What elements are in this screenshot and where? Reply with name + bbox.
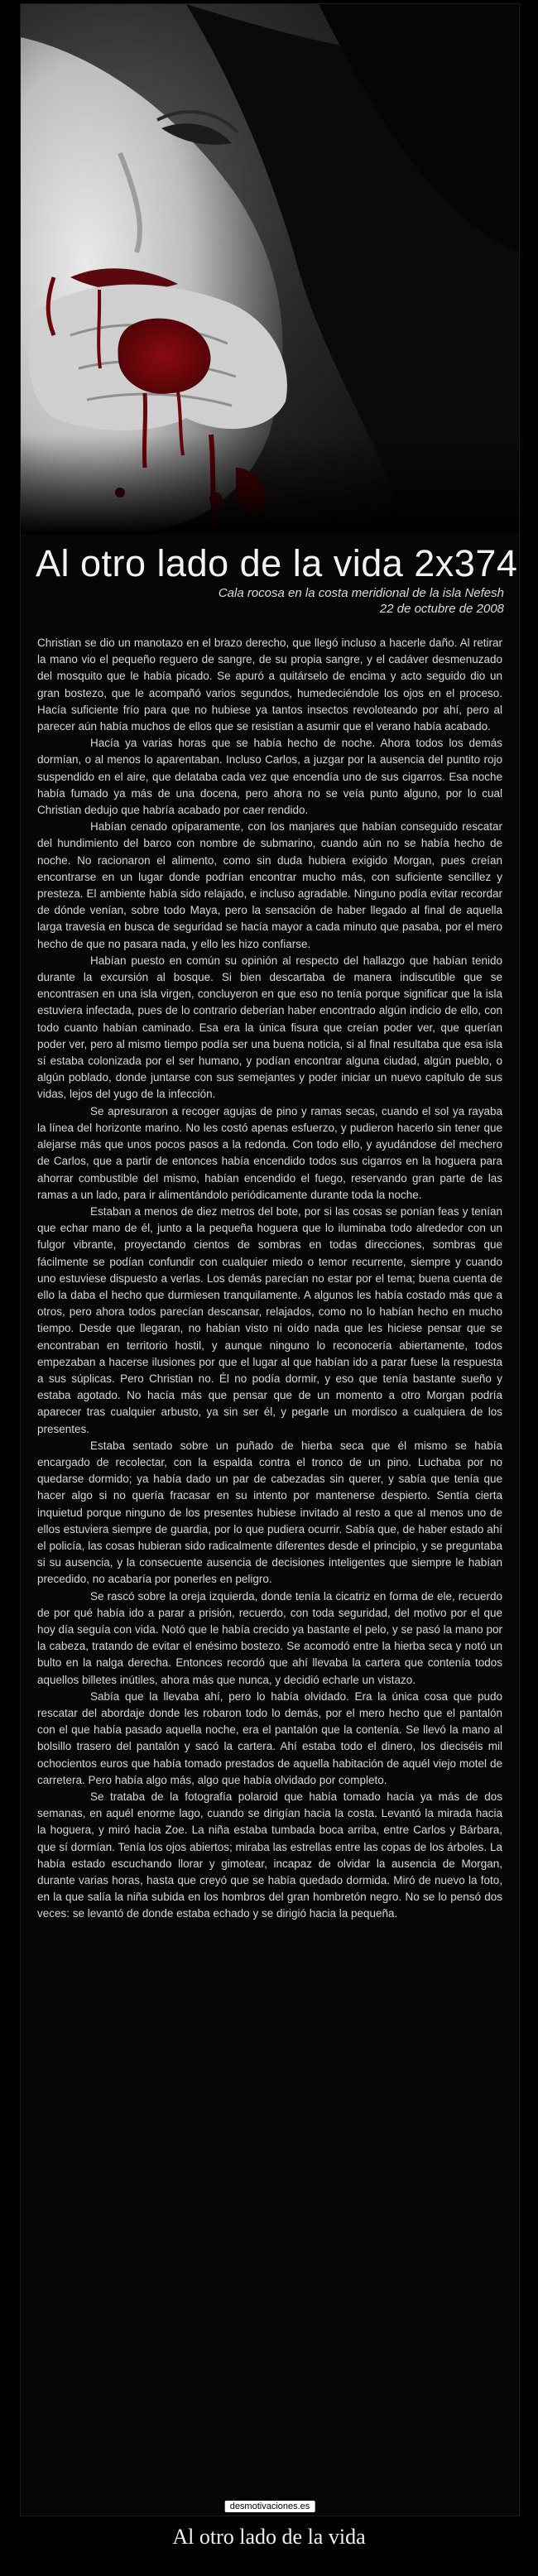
site-watermark: desmotivaciones.es bbox=[225, 2501, 315, 2512]
story-paragraph: Estaban a menos de diez metros del bote, por si las cosas se ponían feas y tenían que echar mano de él, junto a la pequeña hoguera que lo iluminaba todo alrededor con un fulgor vibrante, proyectando cientos de sombras en todas direcciones, sombras que fácilmente se podían confundir con cualquier miedo o temor recurrente, siempre y cuando uno estuviese dispuesto a verlas. Los demás parecían no estar por el tema; buena cuenta de ello la daba el hecho que durmiesen tranquilamente. A algunos les había costado más que a otros, pero ahora todos parecían descansar, relajados, como no lo habían hecho en mucho tiempo. Desde que llegaran, no habían visto ni oído nada que les hiciese pensar que se encontraban en territorio hostil, y aunque ninguno lo reconocería abiertamente, todos empezaban a hacerse ilusiones por que el lugar al que habían ido a parar fuese la respuesta a sus súplicas. Pero Christian no. Él no podía dormir, y eso que tenía bastante sueño y estaba agotado. No hacía más que pensar que de un momento a otro Morgan podría aparecer tras cualquier arbusto, ya sin ser él, y pegarle un mordisco a cualquiera de los presentes. bbox=[37, 1204, 502, 1435]
story-paragraph: Hacía ya varias horas que se había hecho de noche. Ahora todos los demás dormían, o al menos lo aparentaban. Incluso Carlos, a juzgar por la ausencia del puntito rojo suspendido en el aire, que delataba cada vez que encendía uno de sus cigarros. Esa noche había fumado ya más de una docena, pero ahora no se veía punto alguno, por lo cual Christian dedujo que habría acabado por caer rendido. bbox=[37, 737, 502, 817]
story-paragraph: Se apresuraron a recoger agujas de pino y ramas secas, cuando el sol ya rayaba la línea del horizonte marino. No les costó apenas esfuerzo, y pudieron hacerlo sin tener que alejarse más que unos pocos pasos a la redonda. Con todo ello, y ayudándose del mechero de Carlos, que a partir de entonces había encendido todos sus cigarros en la hoguera para ahorrar combustible del mismo, habían encendido el fuego, reservando gran parte de las ramas a un lado, para ir alimentándolo periódicamente durante toda la noche. bbox=[37, 1104, 502, 1201]
poster-location: Cala rocosa en la costa meridional de la isla Nefesh bbox=[218, 586, 504, 600]
poster-photo bbox=[21, 4, 519, 534]
title-block bbox=[36, 542, 518, 617]
caption: Al otro lado de la vida bbox=[172, 2525, 366, 2549]
story-paragraph: Se trataba de la fotografía polaroid que había tomado hacía ya más de dos semanas, en aquél enorme lago, cuando se dirigían hacia la costa. Levantó la mirada hacia la hoguera, y miró hacia Zoe. La niña estaba tumbada boca arriba, entre Carlos y Bárbara, que sí dormían. Tenía los ojos abiertos; miraba las estrellas entre las copas de los árboles. La había estado escuchando llorar y gimotear, incapaz de olvidar la ausencia de Morgan, durante varias horas, hasta que creyó que se había quedado dormida. Miró de nuevo la foto, en la que salía la niña subida en los hombros del gran hombretón negro. No se lo pensó dos veces: se levantó de donde estaba echado y se dirigió hacia la pequeña. bbox=[37, 1790, 502, 1920]
poster-date: 22 de octubre de 2008 bbox=[379, 602, 504, 616]
story-paragraph: Christian se dio un manotazo en el brazo derecho, que llegó incluso a hacerle daño. Al retirar la mano vio el pequeño reguero de sangre, de su propia sangre, y el cadáver desmenuzado del mosquito que le había picado. Se apuró a quitárselo de encima y acto seguido dio un gran bostezo, que le acompañó varios segundos, humedeciéndole los ojos en el proceso. Hacía suficiente frío para que no hubiese ya tantos insectos revoloteando por ahí, pero al parecer aún había muchos de ellos que se resistían a asumir que el verano había acabado. bbox=[37, 637, 502, 733]
poster-title: Al otro lado de la vida 2x374 bbox=[36, 542, 518, 584]
story-paragraph: Habían cenado opíparamente, con los manjares que habían conseguido rescatar del hundimiento del barco con nombre de submarino, cuando aún no se había hecho de noche. No racionaron el alimento, como sin duda hubiera exigido Morgan, pues creían encontrarse en un lugar donde podrían encontrar mucho más, con suficiente sencillez y presteza. El ambiente había sido relajado, e incluso agradable. Ninguno podía evitar recordar de dónde venían, sobre todo Maya, pero la sensación de haber llegado al final de aquella larga travesía en busca de seguridad se hacía mayor a cada minuto que pasaba, por el mero hecho de que no pasara nada, y ello les hizo confiarse. bbox=[37, 820, 502, 950]
story-paragraph: Se rascó sobre la oreja izquierda, donde tenía la cicatriz en forma de ele, recuerdo de por qué había ido a parar a prisión, recuerdo, con toda seguridad, del motivo por el que hoy día seguía con vida. Notó que le había crecido ya bastante el pelo, y se pasó la mano por la cabeza, tratando de evitar el enésimo bostezo. Se acomodó entre la hierba seca y notó un bulto en la nalga derecha. Entonces recordó que ahí llevaba la cartera que contenía todos aquellos billetes inútiles, ahora más que nunca, y decidió echarle un vistazo. bbox=[37, 1589, 502, 1686]
poster-card bbox=[20, 3, 520, 2516]
story-paragraph: Estaba sentado sobre un puñado de hierba seca que él mismo se había encargado de recolectar, con la espalda contra el tronco de un pino. Luchaba por no quedarse dormido; ya había dado un par de cabezadas sin querer, y sabía que tenía que hacer algo si no quería fracasar en su intento por mantenerse despierto. Sentía cierta inquietud porque ninguno de los presentes hubiese invitado al resto a que al menos uno de ellos estuviera siempre de guardia, por lo que pudiera ocurrir. Sabía que, de haber estado ahí el policía, las cosas hubieran sido radicalmente diferentes desde el principio, y se preguntaba si su ausencia, y la consecuente ausencia de decisiones inteligentes que siempre le habían precedido, no acabaría por ponerles en peligro. bbox=[37, 1439, 502, 1586]
story-paragraph: Sabía que la llevaba ahí, pero lo había olvidado. Era la única cosa que pudo rescatar del abordaje donde les robaron todo lo demás, por el mero hecho que el pantalón con el que había pasado aquella noche, era el pantalón que la contenía. Se llevó la mano al bolsillo trasero del pantalón y sacó la cartera. Ahí estaba todo el dinero, los dieciséis mil ochocientos euros que había tomado prestados de aquella habitación de aquél viejo motel de carretera. Pero había algo más, algo que había olvidado por completo. bbox=[37, 1689, 502, 1786]
story-text bbox=[37, 635, 502, 2482]
bloodied-face-illustration bbox=[21, 4, 519, 534]
story-paragraph: Habían puesto en común su opinión al respecto del hallazgo que habían tenido durante la excursión al bosque. Si bien descartaba de manera indiscutible que se encontrasen en una isla virgen, concluyeron en que eso no tenía porque significar que la isla estuviera infectada, pues de lo contrario deberían haber encontrado algún indicio de ello, con todo cuanto habían caminado. Esa era la única fisura que creían poder ver, que querían poder ver, pero al mismo tiempo podía ser una buena noticia, si al final resultaba que esa isla sí estaba colonizada por el ser humano, y podían encontrar alguna ciudad, algún pueblo, o algún poblado, donde juntarse con sus semejantes y poder iniciar un nuevo capítulo de sus vidas, lejos del yugo de la infección. bbox=[37, 954, 502, 1101]
